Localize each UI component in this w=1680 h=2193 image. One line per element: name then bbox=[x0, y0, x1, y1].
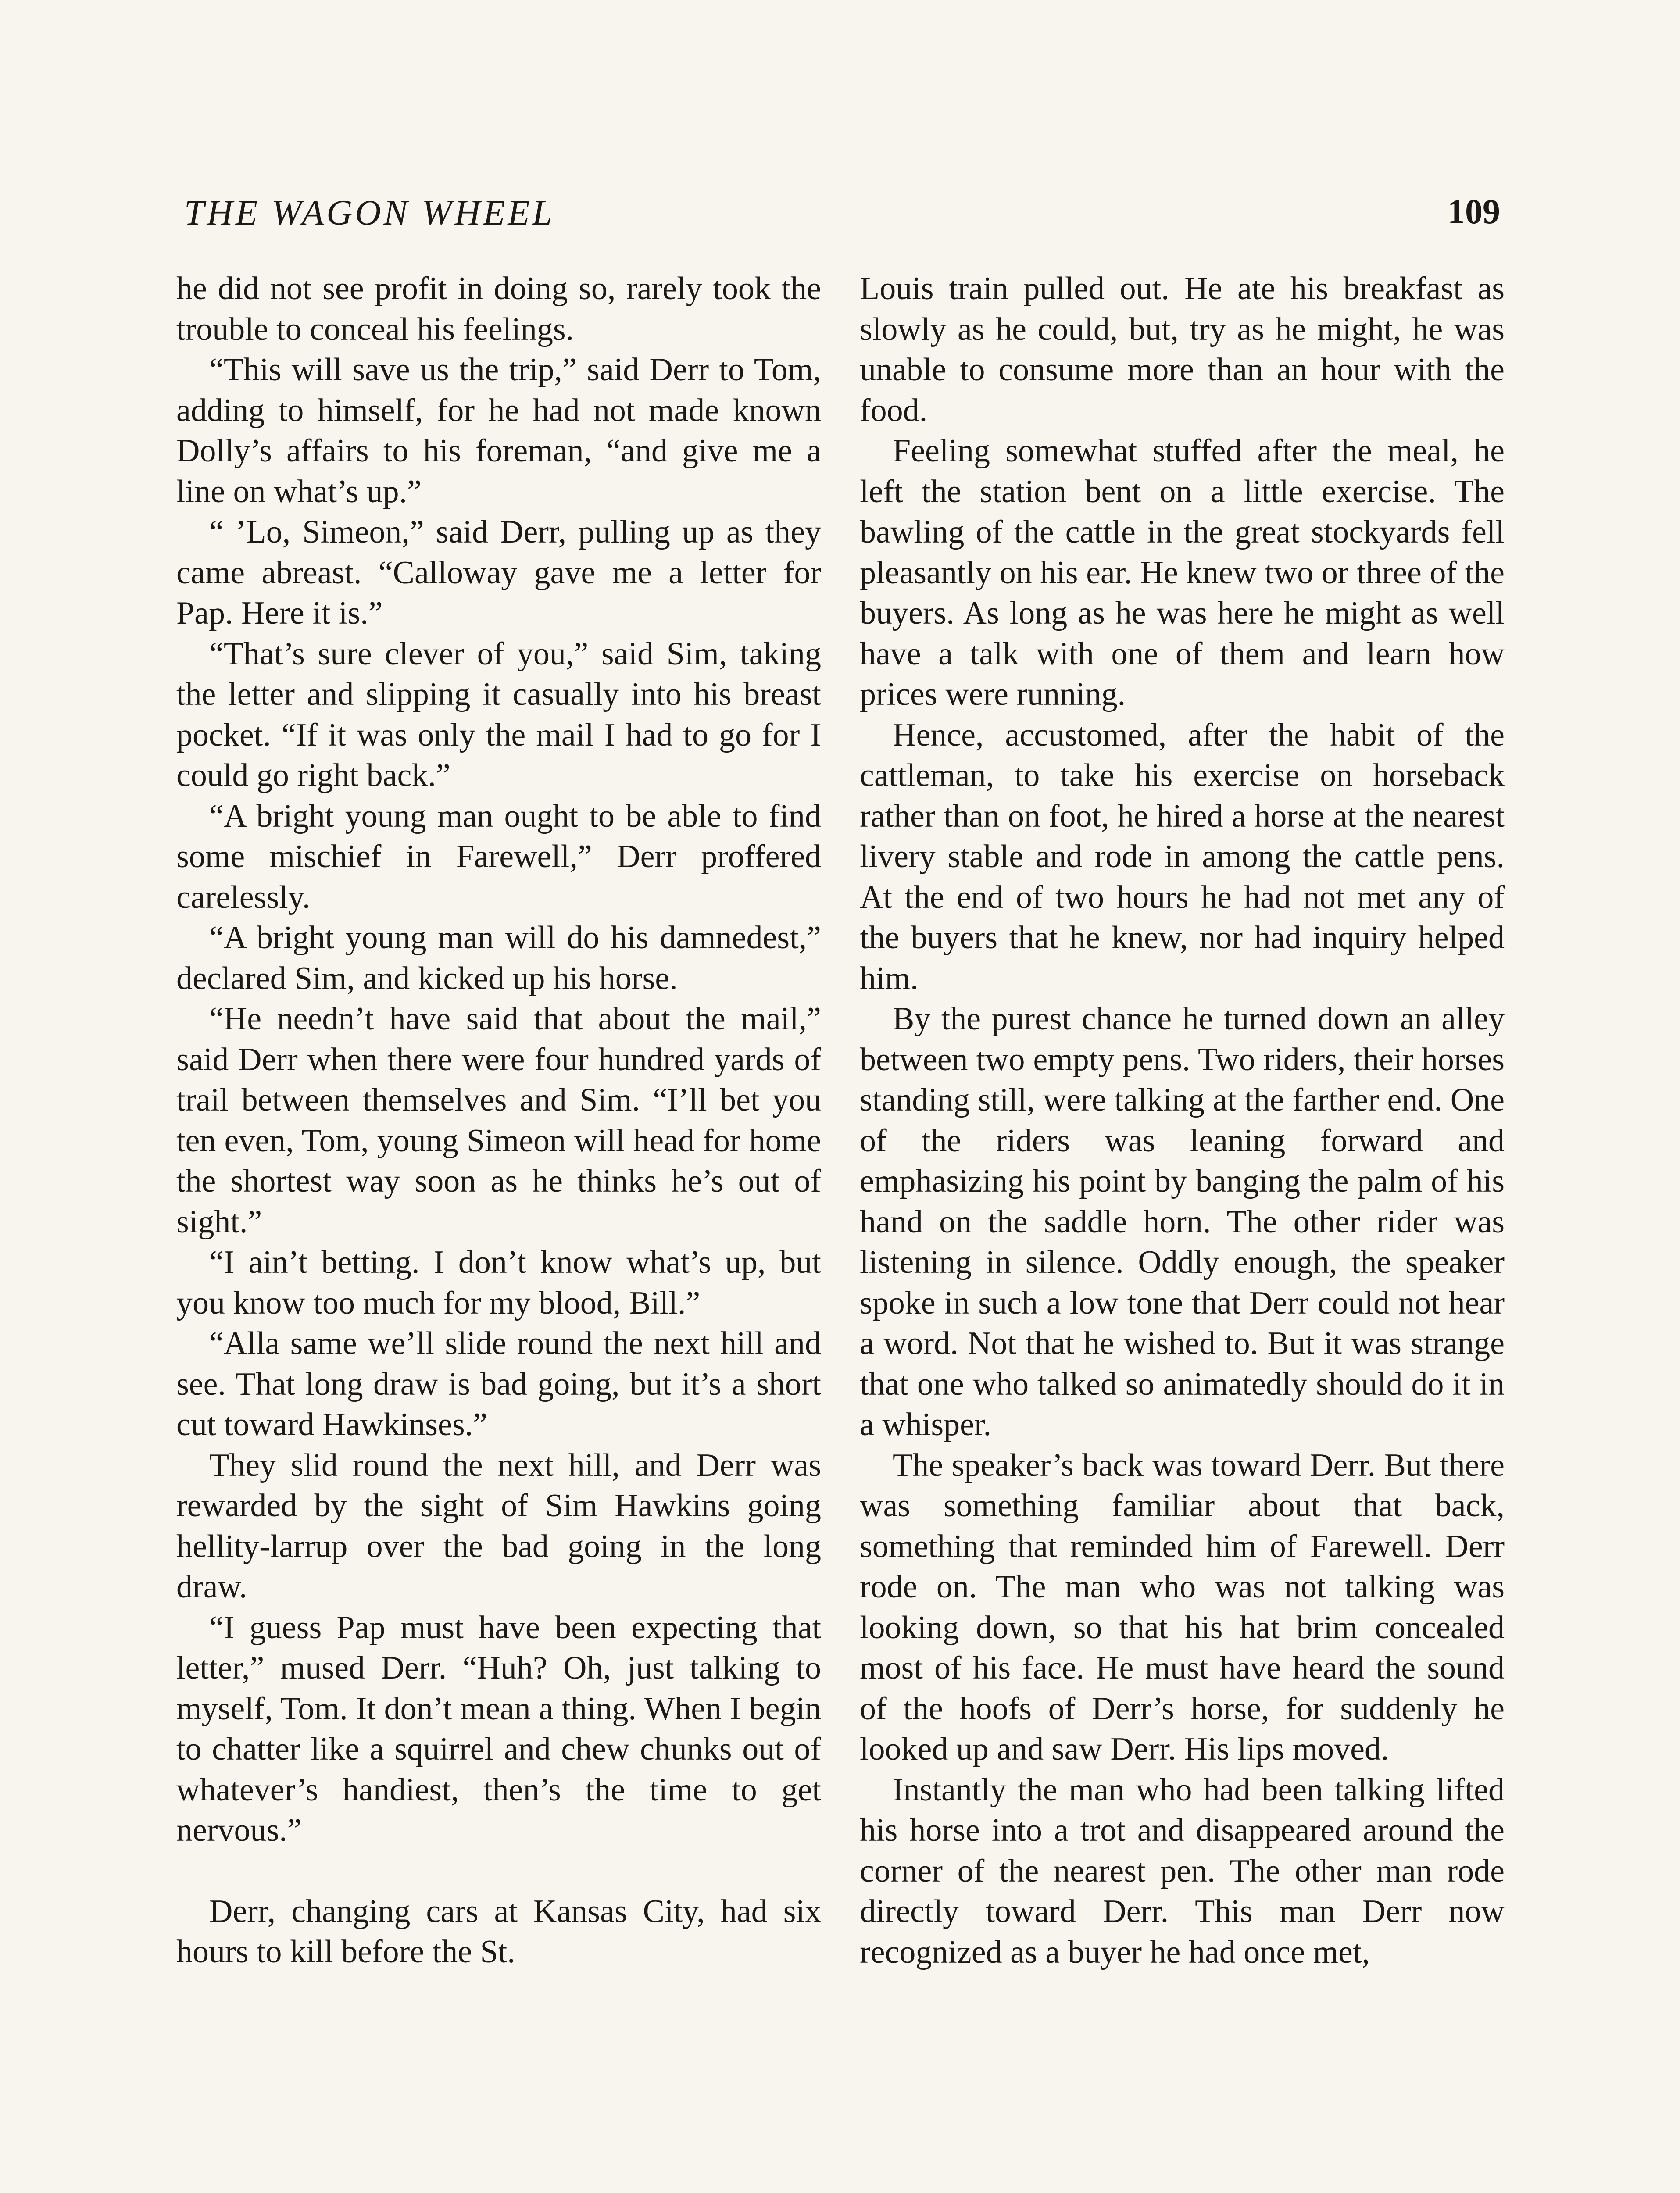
running-head bbox=[184, 192, 1500, 240]
paragraph: “A bright young man ought to be able to find some mischief in Farewell,” Derr proffered carelessly. bbox=[176, 798, 821, 915]
paragraph: he did not see profit in doing so, rarely took the trouble to conceal his feelings. bbox=[176, 271, 821, 347]
paragraph: Derr, changing cars at Kansas City, had six hours to kill before the St. bbox=[176, 1893, 821, 1970]
paragraph: “That’s sure clever of you,” said Sim, taking the letter and slipping it casually into his breast pocket. “If it was only the mail I had to go for I could go right back.” bbox=[176, 636, 821, 793]
paragraph: “ ’Lo, Simeon,” said Derr, pulling up as they came abreast. “Calloway gave me a letter for Pap. Here it is.” bbox=[176, 514, 821, 631]
paragraph: “I guess Pap must have been expecting that letter,” mused Derr. “Huh? Oh, just talking to myself, Tom. It don’t mean a thing. When I begin to chatter like a squirrel and chew chunks out of whatever’s handiest, then’s the time to get nervous.” bbox=[176, 1609, 821, 1848]
page-number: 109 bbox=[1448, 193, 1500, 231]
paragraph: “Alla same we’ll slide round the next hill and see. That long draw is bad going, but it’s a short cut toward Hawkinses.” bbox=[176, 1325, 821, 1443]
paragraph: The speaker’s back was toward Derr. But there was something familiar about that back, something that reminded him of Farewell. Derr rode on. The man who was not talking was looking down, so that his hat brim concealed most of his face. He must have heard the sound of the hoofs of Derr’s horse, for suddenly he looked up and saw Derr. His lips moved. bbox=[860, 1447, 1505, 1767]
right-column bbox=[860, 268, 1505, 1972]
paragraph: Hence, accustomed, after the habit of the cattleman, to take his exercise on horseback rather than on foot, he hired a horse at the nearest livery stable and rode in among the cattle pens. At the end of two hours he had not met any of the buyers that he knew, nor had inquiry helped him. bbox=[860, 717, 1505, 996]
paragraph: Feeling somewhat stuffed after the meal, he left the station bent on a little exercise. The bawling of the cattle in the great stockyards fell pleasantly on his ear. He knew two or three of the buyers. As long as he was here he might as well have a talk with one of them and learn how prices were running. bbox=[860, 433, 1505, 712]
paragraph: “A bright young man will do his damnedest,” declared Sim, and kicked up his horse. bbox=[176, 920, 821, 996]
book-title: THE WAGON WHEEL bbox=[184, 193, 555, 232]
paragraph: “He needn’t have said that about the mail,” said Derr when there were four hundred yards of trail between themselves and Sim. “I’ll bet you ten even, Tom, young Simeon will head for home the shortest way soon as he thinks he’s out of sight.” bbox=[176, 1001, 821, 1240]
left-column bbox=[176, 268, 821, 1972]
paragraph: They slid round the next hill, and Derr was rewarded by the sight of Sim Hawkins going hellity-larrup over the bad going in the long draw. bbox=[176, 1447, 821, 1605]
paragraph: Louis train pulled out. He ate his breakfast as slowly as he could, but, try as he might, he was unable to consume more than an hour with the food. bbox=[860, 271, 1505, 429]
paragraph: Instantly the man who had been talking lifted his horse into a trot and disappeared around the corner of the nearest pen. The other man rode directly toward Derr. This man Derr now recognized as a buyer he had once met, bbox=[860, 1772, 1505, 1970]
paragraph: By the purest chance he turned down an alley between two empty pens. Two riders, their horses standing still, were talking at the farther end. One of the riders was leaning forward and emphasizing his point by banging the palm of his hand on the saddle horn. The other rider was listening in silence. Oddly enough, the speaker spoke in such a low tone that Derr could not hear a word. Not that he wished to. But it was strange that one who talked so animatedly should do it in a whisper. bbox=[860, 1001, 1505, 1443]
paragraph: “This will save us the trip,” said Derr to Tom, adding to himself, for he had not made known Dolly’s affairs to his foreman, “and give me a line on what’s up.” bbox=[176, 352, 821, 510]
paragraph: “I ain’t betting. I don’t know what’s up, but you know too much for my blood, Bill.” bbox=[176, 1244, 821, 1321]
